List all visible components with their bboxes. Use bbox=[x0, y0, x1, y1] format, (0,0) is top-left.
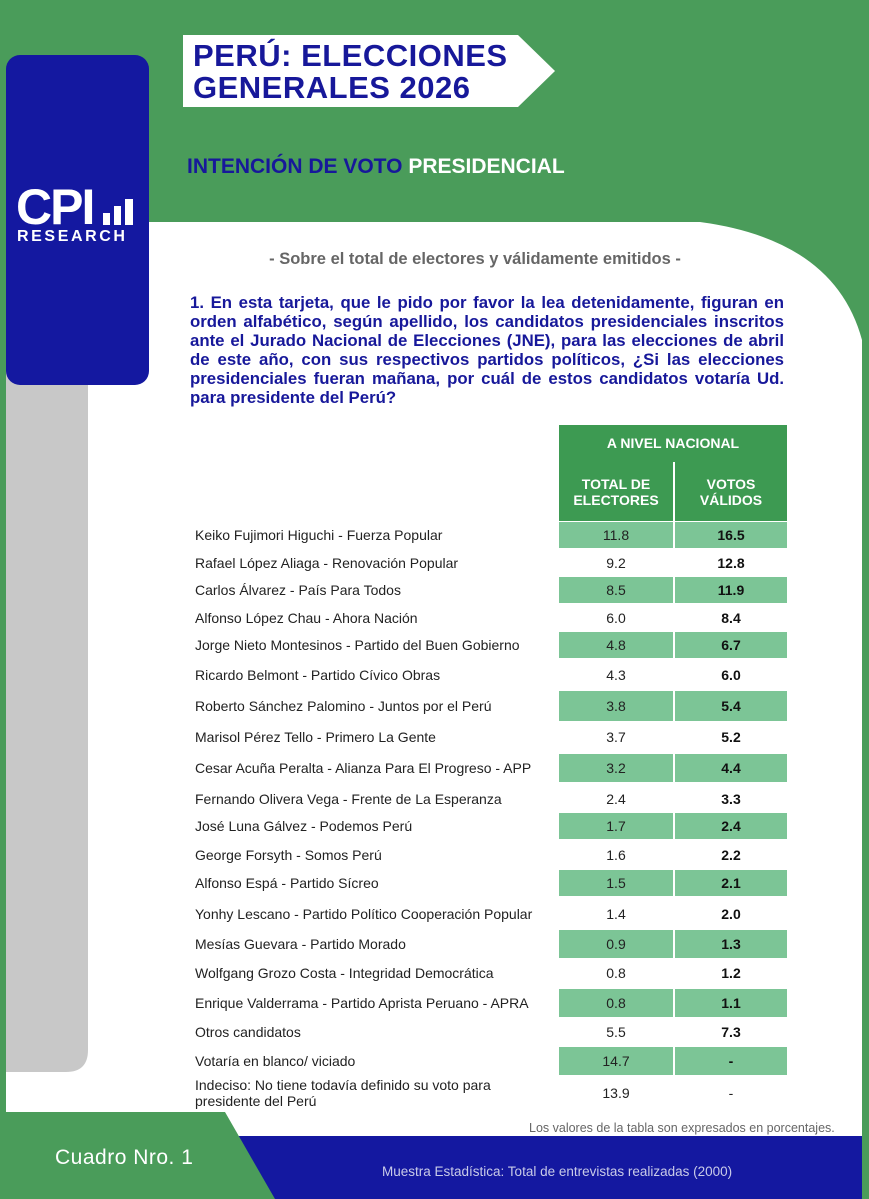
cell-total-electores: 1.5 bbox=[559, 870, 673, 896]
row-label: Alfonso Espá - Partido Sícreo bbox=[195, 875, 379, 891]
row-label: Cesar Acuña Peralta - Alianza Para El Progreso - APP bbox=[195, 760, 532, 776]
cell-votos-validos: - bbox=[728, 1085, 734, 1101]
logo-text: CPI bbox=[16, 179, 94, 235]
row-label: Jorge Nieto Montesinos - Partido del Buen Gobierno bbox=[195, 637, 520, 653]
row-label: Yonhy Lescano - Partido Político Cooperación Popular bbox=[195, 906, 533, 922]
col-header-total-label: TOTAL DE ELECTORES bbox=[573, 475, 659, 508]
col-header-validos bbox=[675, 462, 787, 521]
cell-votos-validos: 1.2 bbox=[721, 965, 741, 981]
logo-bar-2 bbox=[114, 206, 121, 225]
logo-subtext: RESEARCH bbox=[17, 228, 128, 245]
cell-votos-validos: 6.0 bbox=[721, 667, 741, 683]
cell-votos-validos: 5.4 bbox=[675, 691, 787, 721]
footnote: Los valores de la tabla son expresados en porcentajes. bbox=[529, 1121, 835, 1135]
cell-total-electores: 1.7 bbox=[559, 813, 673, 839]
cell-votos-validos: 12.8 bbox=[717, 555, 745, 571]
row-label: Wolfgang Grozo Costa - Integridad Democrática bbox=[195, 965, 494, 981]
row-label: Mesías Guevara - Partido Morado bbox=[195, 936, 406, 952]
cell-total-electores: 14.7 bbox=[559, 1047, 673, 1075]
cell-total-electores: 0.8 bbox=[559, 989, 673, 1017]
subtitle-part-2: PRESIDENCIAL bbox=[408, 155, 565, 178]
cuadro-label: Cuadro Nro. 1 bbox=[55, 1146, 194, 1169]
cell-votos-validos: 4.4 bbox=[675, 754, 787, 782]
cell-votos-validos: 2.2 bbox=[721, 847, 741, 863]
cell-votos-validos: 2.1 bbox=[675, 870, 787, 896]
cell-total-electores: 3.7 bbox=[606, 729, 626, 745]
cell-total-electores: 0.8 bbox=[606, 965, 626, 981]
title-line-2: GENERALES 2026 bbox=[193, 70, 471, 105]
row-label: Roberto Sánchez Palomino - Juntos por el Perú bbox=[195, 698, 492, 714]
cell-total-electores: 9.2 bbox=[606, 555, 626, 571]
cell-total-electores: 3.2 bbox=[559, 754, 673, 782]
row-label: Votaría en blanco/ viciado bbox=[195, 1053, 356, 1069]
row-label: Rafael López Aliaga - Renovación Popular bbox=[195, 555, 459, 571]
cell-total-electores: 11.8 bbox=[559, 522, 673, 548]
group-header-label: A NIVEL NACIONAL bbox=[606, 435, 740, 451]
title-line-1: PERÚ: ELECCIONES bbox=[193, 38, 508, 73]
cell-votos-validos: 16.5 bbox=[675, 522, 787, 548]
cell-votos-validos: 6.7 bbox=[675, 632, 787, 658]
cell-total-electores: 2.4 bbox=[606, 791, 626, 807]
cell-total-electores: 0.9 bbox=[559, 930, 673, 958]
cell-votos-validos: 1.1 bbox=[675, 989, 787, 1017]
row-label: Enrique Valderrama - Partido Aprista Peruano - APRA bbox=[195, 995, 529, 1011]
row-label: José Luna Gálvez - Podemos Perú bbox=[195, 818, 413, 834]
logo-bar-3 bbox=[125, 199, 133, 225]
section-subtitle bbox=[187, 155, 565, 179]
cell-votos-validos: 7.3 bbox=[721, 1024, 741, 1040]
cell-votos-validos: 2.4 bbox=[675, 813, 787, 839]
sample-note: Muestra Estadística: Total de entrevistas realizadas (2000) bbox=[382, 1164, 733, 1179]
cell-total-electores: 1.4 bbox=[606, 906, 626, 922]
table-note: - Sobre el total de electores y válidamente emitidos - bbox=[269, 250, 681, 268]
subtitle-part-1: INTENCIÓN DE VOTO bbox=[187, 155, 403, 178]
cell-total-electores: 4.8 bbox=[559, 632, 673, 658]
cell-total-electores: 4.3 bbox=[606, 667, 626, 683]
page-title bbox=[193, 40, 508, 104]
col-header-validos-label: VOTOS VÁLIDOS bbox=[699, 475, 763, 508]
row-label: George Forsyth - Somos Perú bbox=[195, 847, 382, 863]
cell-votos-validos: 8.4 bbox=[721, 610, 741, 626]
cell-total-electores: 8.5 bbox=[559, 577, 673, 603]
cell-votos-validos: - bbox=[675, 1047, 787, 1075]
col-header-total bbox=[559, 462, 673, 521]
cell-total-electores: 1.6 bbox=[606, 847, 626, 863]
cell-total-electores: 5.5 bbox=[606, 1024, 626, 1040]
row-label: Carlos Álvarez - País Para Todos bbox=[195, 582, 401, 598]
row-label: Ricardo Belmont - Partido Cívico Obras bbox=[195, 667, 441, 683]
survey-question: 1. En esta tarjeta, que le pido por favor la lea detenidamente, figuran en orden alfabético, según apellido, los candidatos presidenciales inscritos ante el Jurado Nacional de Elecciones (JNE), para las elecciones de abril de este año, con sus respectivos partidos políticos, ¿Si las elecciones presidenciales fueran mañana, por cuál de estos candidatos votaría Ud. para presidente del Perú? bbox=[190, 293, 784, 407]
cell-votos-validos: 1.3 bbox=[675, 930, 787, 958]
cell-votos-validos: 2.0 bbox=[721, 906, 741, 922]
cell-votos-validos: 5.2 bbox=[721, 729, 741, 745]
cell-total-electores: 13.9 bbox=[602, 1085, 630, 1101]
cell-total-electores: 6.0 bbox=[606, 610, 626, 626]
row-label: Otros candidatos bbox=[195, 1024, 301, 1040]
cell-total-electores: 3.8 bbox=[559, 691, 673, 721]
row-label: Fernando Olivera Vega - Frente de La Esperanza bbox=[195, 791, 502, 807]
row-label: Alfonso López Chau - Ahora Nación bbox=[195, 610, 418, 626]
row-label: Indeciso: No tiene todavía definido su voto para presidente del Perú bbox=[195, 1077, 491, 1109]
row-label: Marisol Pérez Tello - Primero La Gente bbox=[195, 729, 436, 745]
row-label: Keiko Fujimori Higuchi - Fuerza Popular bbox=[195, 527, 443, 543]
logo-bar-1 bbox=[103, 213, 110, 225]
cell-votos-validos: 3.3 bbox=[721, 791, 741, 807]
cell-votos-validos: 11.9 bbox=[675, 577, 787, 603]
group-header bbox=[559, 425, 787, 462]
